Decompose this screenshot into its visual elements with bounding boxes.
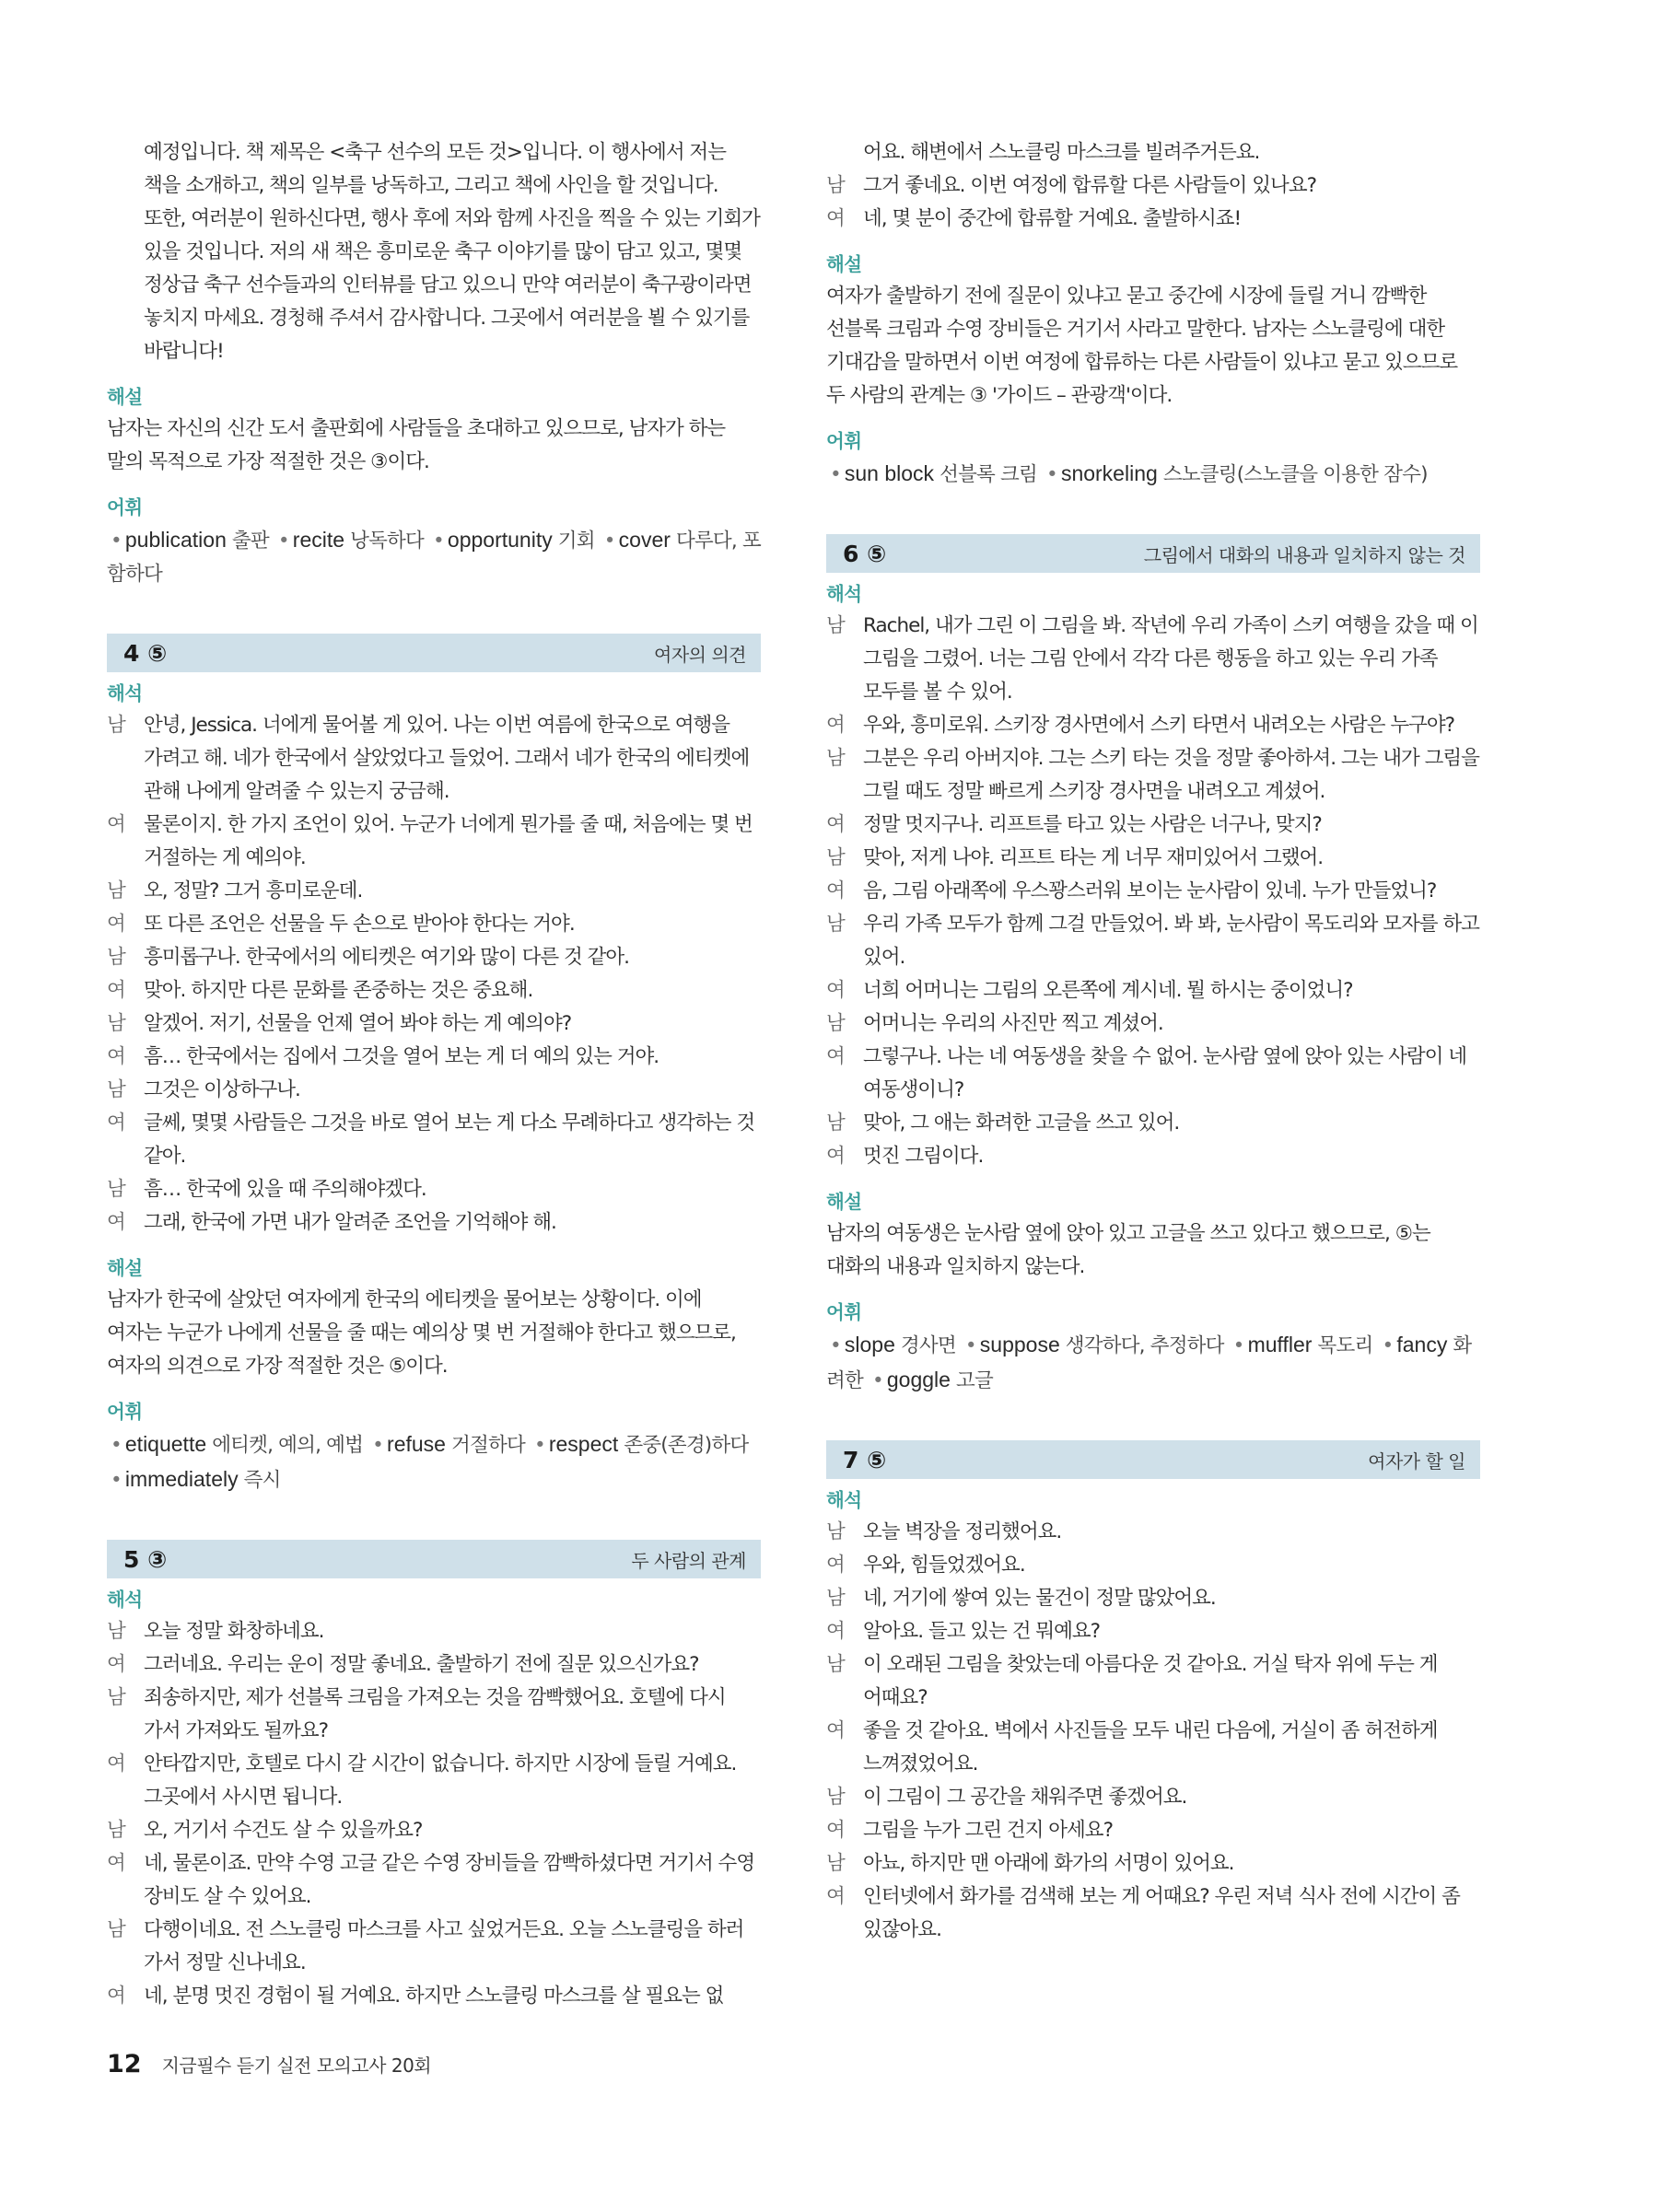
dialogue-text: 오늘 벽장을 정리했어요. (863, 1520, 1062, 1543)
speaker-label: 남 (826, 846, 845, 869)
dialogue-line (107, 941, 761, 974)
dialogue-line (826, 1648, 1480, 1715)
dialogue-text: 오, 정말? 그거 흥미로운데. (144, 879, 363, 902)
bullet-icon: • (433, 530, 444, 553)
dialogue-text: 인터넷에서 화가를 검색해 보는 게 어때요? 우린 저녁 식사 전에 시간이 좀 있잖아요. (863, 1885, 1460, 1941)
dialogue-text: 이 그림이 그 공간을 채워주면 좋겠어요. (863, 1786, 1187, 1809)
bullet-icon: • (111, 530, 122, 553)
speaker-label: 여 (107, 979, 125, 1002)
vocab-term: snorkeling (1060, 461, 1158, 485)
speaker-label: 여 (826, 1885, 845, 1908)
vocab-meaning: 에티켓, 예의, 예법 (212, 1434, 364, 1457)
q4-translation-label: 해석 (107, 682, 143, 704)
dialogue-text: 네, 몇 분이 중간에 합류할 거예요. 출발하시죠! (863, 207, 1242, 230)
dialogue-line (107, 974, 761, 1007)
dialogue-text: 죄송하지만, 제가 선블록 크림을 가져오는 것을 깜빡했어요. 호텔에 다시 가서 가져와도 될까요? (144, 1686, 726, 1742)
dialogue-line (107, 908, 761, 941)
speaker-label: 남 (107, 1178, 125, 1201)
bullet-icon: • (533, 1434, 545, 1457)
q4-number: 4 ⑤ (123, 639, 168, 667)
vocab-meaning: 경사면 (900, 1334, 956, 1357)
q6-header (826, 534, 1480, 573)
speaker-label: 여 (826, 1145, 845, 1168)
dialogue-text: 음, 그림 아래쪽에 우스꽝스러워 보이는 눈사람이 있네. 누가 만들었니? (863, 879, 1437, 902)
dialogue-text: 물론이지. 한 가지 조언이 있어. 누군가 너에게 뭔가를 줄 때, 처음에는 몇 번 거절하는 게 예의야. (144, 813, 753, 869)
dialogue-text: 글쎄, 몇몇 사람들은 그것을 바로 열어 보는 게 다소 무례하다고 생각하는 것 같아. (144, 1112, 755, 1168)
q5-dialogue-continued (826, 136, 1480, 236)
dialogue-text: 우리 가족 모두가 함께 그걸 만들었어. 봐 봐, 눈사람이 목도리와 모자를 하고 있어. (863, 913, 1479, 969)
dialogue-line (826, 203, 1480, 236)
dialogue-line (826, 1516, 1480, 1549)
speaker-label: 남 (826, 1012, 845, 1035)
bullet-icon: • (372, 1434, 384, 1457)
dialogue-text: 멋진 그림이다. (863, 1145, 984, 1168)
vocab-term: respect (548, 1432, 619, 1456)
dialogue-line (826, 610, 1480, 709)
q5-dialogue (107, 1615, 761, 2013)
q4-explain-label: 해설 (107, 1257, 143, 1279)
dialogue-line (826, 1007, 1480, 1041)
q5-explain-label: 해설 (826, 253, 862, 275)
dialogue-line (826, 842, 1480, 875)
page-footer (107, 2050, 431, 2078)
q3-vocab (107, 523, 761, 591)
q7-number: 7 ⑤ (843, 1446, 887, 1473)
bullet-icon: • (830, 1334, 841, 1357)
speaker-label: 남 (107, 1819, 125, 1842)
speaker-label: 남 (107, 879, 125, 902)
vocab-term: slope (844, 1333, 895, 1356)
speaker-label: 남 (826, 174, 845, 197)
dialogue-text: 네, 물론이죠. 만약 수영 고글 같은 수영 장비들을 깜빡하셨다면 거기서 수영 장비도 살 수 있어요. (144, 1852, 755, 1908)
speaker-label: 남 (107, 714, 125, 737)
speaker-label: 여 (826, 1554, 845, 1577)
dialogue-text: 알아요. 들고 있는 건 뭐예요? (863, 1620, 1101, 1643)
speaker-label: 남 (107, 1078, 125, 1101)
speaker-label: 남 (826, 614, 845, 637)
speaker-label: 여 (107, 1112, 125, 1135)
speaker-label: 남 (826, 1587, 845, 1610)
speaker-label: 여 (107, 1985, 125, 2008)
vocab-meaning: 즉시 (243, 1469, 281, 1492)
dialogue-text: 맞아. 하지만 다른 문화를 존중하는 것은 중요해. (144, 979, 533, 1002)
dialogue-text: 흠… 한국에 있을 때 주의해야겠다. (144, 1178, 426, 1201)
q5-vocab-label: 어휘 (826, 430, 862, 452)
q6-translation-label: 해석 (826, 583, 862, 605)
speaker-label: 남 (107, 1012, 125, 1035)
vocab-term: recite (292, 528, 345, 552)
dialogue-line (107, 1615, 761, 1648)
q6-number: 6 ⑤ (843, 540, 887, 567)
dialogue-line (826, 136, 1480, 169)
q7-header (826, 1440, 1480, 1479)
vocab-term: opportunity (447, 528, 553, 552)
speaker-label: 여 (826, 1620, 845, 1643)
dialogue-line (826, 1847, 1480, 1880)
q7-dialogue (826, 1516, 1480, 1947)
dialogue-line (826, 974, 1480, 1007)
speaker-label: 여 (107, 1045, 125, 1068)
bullet-icon: • (872, 1369, 883, 1392)
vocab-term: cover (618, 528, 671, 552)
q6-explain-label: 해설 (826, 1191, 862, 1213)
bullet-icon: • (1232, 1334, 1244, 1357)
vocab-term: fancy (1396, 1333, 1448, 1356)
dialogue-line (107, 1847, 761, 1914)
bullet-icon: • (964, 1334, 976, 1357)
speaker-label: 여 (107, 1653, 125, 1676)
vocab-meaning: 생각하다, 추정하다 (1065, 1334, 1224, 1357)
q4-explain-text: 남자가 한국에 살았던 여자에게 한국의 에티켓을 물어보는 상황이다. 이에 여자는 누군가 나에게 선물을 줄 때는 예의상 몇 번 거절해야 한다고 했으므로, 여자의 의견으로 가장 적절한 것은 ⑤이다. (107, 1288, 736, 1378)
dialogue-line (107, 1173, 761, 1206)
vocab-meaning: 출판 (231, 530, 269, 553)
vocab-meaning: 목도리 (1317, 1334, 1373, 1357)
speaker-label: 남 (826, 1653, 845, 1676)
q6-explain-text: 남자의 여동생은 눈사람 옆에 앉아 있고 고글을 쓰고 있다고 했으므로, ⑤는 대화의 내용과 일치하지 않는다. (826, 1222, 1430, 1278)
dialogue-text: 그렇구나. 나는 네 여동생을 찾을 수 없어. 눈사람 옆에 앉아 있는 사람이 네 여동생이니? (863, 1045, 1466, 1101)
speaker-label: 남 (107, 1918, 125, 1941)
vocab-term: suppose (979, 1333, 1060, 1356)
speaker-label: 여 (826, 1719, 845, 1742)
dialogue-text: 우와, 힘들었겠어요. (863, 1554, 1025, 1577)
q5-header (107, 1540, 761, 1578)
speaker-label: 남 (826, 1520, 845, 1543)
bullet-icon: • (111, 1469, 122, 1492)
dialogue-line (826, 1549, 1480, 1582)
q4-dialogue (107, 709, 761, 1240)
dialogue-text: 다행이네요. 전 스노클링 마스크를 사고 싶었거든요. 오늘 스노클링을 하러 가서 정말 신나네요. (144, 1918, 744, 1974)
dialogue-text: 네, 거기에 쌓여 있는 물건이 정말 많았어요. (863, 1587, 1216, 1610)
speaker-label: 여 (107, 813, 125, 836)
dialogue-text: 그래, 한국에 가면 내가 알려준 조언을 기억해야 해. (144, 1211, 556, 1234)
dialogue-line (826, 1615, 1480, 1648)
speaker-label: 여 (826, 1819, 845, 1842)
dialogue-text: Rachel, 내가 그린 이 그림을 봐. 작년에 우리 가족이 스키 여행을 갔을 때 이 그림을 그렸어. 너는 그림 안에서 각각 다른 행동을 하고 있는 우리 가족 모두를 볼 수 있어. (863, 614, 1478, 704)
dialogue-text: 너희 어머니는 그림의 오른쪽에 계시네. 뭘 하시는 중이었니? (863, 979, 1353, 1002)
q5-vocab (826, 457, 1480, 492)
dialogue-line (107, 1648, 761, 1682)
dialogue-line (826, 1041, 1480, 1107)
dialogue-text: 흥미롭구나. 한국에서의 에티켓은 여기와 많이 다른 것 같아. (144, 946, 629, 969)
dialogue-line (107, 1814, 761, 1847)
q3-script-continuation: 예정입니다. 책 제목은 <축구 선수의 모든 것>입니다. 이 행사에서 저는 책을 소개하고, 책의 일부를 낭독하고, 그리고 책에 사인을 할 것입니다. 또한, 여러분이 원하신다면, 행사 후에 저와 함께 사진을 찍을 수 있는 기회가 있을 것입니다. 저의 새 책은 흥미로운 축구 이야기를 많이 담고 있고, 몇몇 정상급 축구 선수들과의 인터뷰를 담고 있으니 만약 여러분이 축구광이라면 놓치지 마세요. 경청해 주셔서 감사합니다. 그곳에서 여러분을 뵐 수 있기를 바랍니다! (144, 141, 760, 363)
vocab-term: goggle (886, 1368, 951, 1391)
q4-header (107, 634, 761, 672)
vocab-meaning: 거절하다 (451, 1434, 525, 1457)
dialogue-line (107, 1748, 761, 1814)
q6-vocab (826, 1328, 1480, 1398)
bullet-icon: • (1046, 463, 1057, 486)
speaker-label: 남 (826, 1852, 845, 1875)
q3-explain-label: 해설 (107, 386, 143, 408)
dialogue-line (826, 709, 1480, 742)
bullet-icon: • (277, 530, 289, 553)
vocab-term: muffler (1247, 1333, 1313, 1356)
dialogue-line (826, 1140, 1480, 1173)
q3-explain-text: 남자는 자신의 신간 도서 출판회에 사람들을 초대하고 있으므로, 남자가 하는 말의 목적으로 가장 적절한 것은 ③이다. (107, 417, 726, 473)
q7-type: 여자가 할 일 (1368, 1449, 1465, 1473)
dialogue-text: 흠… 한국에서는 집에서 그것을 열어 보는 게 더 예의 있는 거야. (144, 1045, 659, 1068)
dialogue-line (826, 1880, 1480, 1947)
vocab-meaning: 선블록 크림 (940, 463, 1037, 486)
q5-number: 5 ③ (123, 1545, 168, 1573)
bullet-icon: • (1382, 1334, 1394, 1357)
dialogue-text: 그것은 이상하구나. (144, 1078, 300, 1101)
speaker-label: 여 (826, 1045, 845, 1068)
dialogue-text: 좋을 것 같아요. 벽에서 사진들을 모두 내린 다음에, 거실이 좀 허전하게 느껴졌었어요. (863, 1719, 1438, 1775)
vocab-meaning: 고글 (956, 1369, 993, 1392)
speaker-label: 여 (826, 207, 845, 230)
dialogue-text: 아뇨, 하지만 맨 아래에 화가의 서명이 있어요. (863, 1852, 1234, 1875)
q4-vocab (107, 1427, 761, 1497)
speaker-label: 여 (826, 979, 845, 1002)
dialogue-text: 또 다른 조언은 선물을 두 손으로 받아야 한다는 거야. (144, 913, 575, 936)
dialogue-text: 알겠어. 저기, 선물을 언제 열어 봐야 하는 게 예의야? (144, 1012, 572, 1035)
vocab-term: immediately (124, 1467, 239, 1491)
vocab-term: sun block (844, 461, 935, 485)
speaker-label: 남 (826, 1786, 845, 1809)
dialogue-line (107, 1007, 761, 1041)
dialogue-text: 안녕, Jessica. 너에게 물어볼 게 있어. 나는 이번 여름에 한국으로 여행을 가려고 해. 네가 한국에서 살았었다고 들었어. 그래서 네가 한국의 에티켓에 관해 나에게 알려줄 수 있는지 궁금해. (144, 714, 750, 803)
dialogue-line (107, 1682, 761, 1748)
speaker-label: 남 (826, 747, 845, 770)
dialogue-line (107, 1206, 761, 1240)
book-title: 지금필수 듣기 실전 모의고사 20회 (161, 2055, 432, 2077)
dialogue-line (826, 875, 1480, 908)
dialogue-line (826, 1781, 1480, 1814)
dialogue-text: 그거 좋네요. 이번 여정에 합류할 다른 사람들이 있나요? (863, 174, 1317, 197)
q5-translation-label: 해석 (107, 1589, 143, 1611)
dialogue-text: 이 오래된 그림을 찾았는데 아름다운 것 같아요. 거실 탁자 위에 두는 게 어때요? (863, 1653, 1438, 1709)
speaker-label: 여 (107, 1852, 125, 1875)
dialogue-line (107, 1041, 761, 1074)
dialogue-text: 그분은 우리 아버지야. 그는 스키 타는 것을 정말 좋아하셔. 그는 내가 그림을 그릴 때도 정말 빠르게 스키장 경사면을 내려오고 계셨어. (863, 747, 1479, 803)
speaker-label: 여 (107, 1211, 125, 1234)
dialogue-line (107, 1074, 761, 1107)
left-column (107, 136, 761, 2013)
dialogue-line (107, 875, 761, 908)
dialogue-text: 네, 분명 멋진 경험이 될 거예요. 하지만 스노클링 마스크를 살 필요는 없 (144, 1985, 724, 2008)
dialogue-text: 맞아, 그 애는 화려한 고글을 쓰고 있어. (863, 1112, 1180, 1135)
q6-vocab-label: 어휘 (826, 1301, 862, 1323)
dialogue-line (107, 1914, 761, 1980)
q4-type: 여자의 의견 (654, 643, 746, 666)
dialogue-line (826, 1715, 1480, 1781)
speaker-label: 여 (107, 913, 125, 936)
speaker-label: 여 (107, 1752, 125, 1775)
dialogue-line (826, 1814, 1480, 1847)
dialogue-text: 정말 멋지구나. 리프트를 타고 있는 사람은 너구나, 맞지? (863, 813, 1322, 836)
speaker-label: 여 (826, 879, 845, 902)
dialogue-line (826, 1582, 1480, 1615)
vocab-meaning: 스노클링(스노클을 이용한 잠수) (1162, 463, 1428, 486)
dialogue-line (107, 1107, 761, 1173)
q3-vocab-label: 어휘 (107, 496, 143, 518)
dialogue-text: 그림을 누가 그린 건지 아세요? (863, 1819, 1113, 1842)
vocab-term: publication (124, 528, 227, 552)
dialogue-text: 어요. 해변에서 스노클링 마스크를 빌려주거든요. (863, 141, 1260, 164)
dialogue-text: 어머니는 우리의 사진만 찍고 계셨어. (863, 1012, 1163, 1035)
vocab-meaning: 다루다, 포함하다 (107, 530, 761, 586)
dialogue-line (826, 169, 1480, 203)
speaker-label: 여 (826, 813, 845, 836)
speaker-label (826, 136, 863, 169)
bullet-icon: • (111, 1434, 122, 1457)
q4-vocab-label: 어휘 (107, 1401, 143, 1423)
page-number: 12 (107, 2050, 142, 2078)
speaker-label: 남 (826, 1112, 845, 1135)
dialogue-line (107, 709, 761, 809)
q7-translation-label: 해석 (826, 1489, 862, 1511)
vocab-term: refuse (387, 1432, 446, 1456)
vocab-term: etiquette (124, 1432, 207, 1456)
dialogue-text: 우와, 흥미로워. 스키장 경사면에서 스키 타면서 내려오는 사람은 누구야? (863, 714, 1455, 737)
speaker-label: 여 (826, 714, 845, 737)
dialogue-text: 오늘 정말 화창하네요. (144, 1620, 324, 1643)
bullet-icon: • (603, 530, 615, 553)
dialogue-line (826, 742, 1480, 809)
dialogue-line (826, 908, 1480, 974)
q5-type: 두 사람의 관계 (631, 1549, 746, 1572)
q6-dialogue (826, 610, 1480, 1173)
vocab-meaning: 존중(존경)하다 (624, 1434, 749, 1457)
speaker-label: 남 (107, 946, 125, 969)
dialogue-line (826, 809, 1480, 842)
dialogue-line (107, 809, 761, 875)
speaker-label: 남 (826, 913, 845, 936)
speaker-label: 남 (107, 1620, 125, 1643)
vocab-meaning: 기회 (557, 530, 595, 553)
dialogue-text: 오, 거기서 수건도 살 수 있을까요? (144, 1819, 423, 1842)
q6-type: 그림에서 대화의 내용과 일치하지 않는 것 (1143, 543, 1465, 566)
dialogue-line (107, 1980, 761, 2013)
bullet-icon: • (830, 463, 841, 486)
dialogue-text: 그러네요. 우리는 운이 정말 좋네요. 출발하기 전에 질문 있으신가요? (144, 1653, 699, 1676)
dialogue-line (826, 1107, 1480, 1140)
dialogue-text: 맞아, 저게 나야. 리프트 타는 게 너무 재미있어서 그랬어. (863, 846, 1324, 869)
vocab-meaning: 낭독하다 (350, 530, 424, 553)
dialogue-text: 안타깝지만, 호텔로 다시 갈 시간이 없습니다. 하지만 시장에 들릴 거예요. 그곳에서 사시면 됩니다. (144, 1752, 737, 1809)
vocab-meaning: 화려한 (826, 1334, 1472, 1392)
speaker-label: 남 (107, 1686, 125, 1709)
right-column (826, 136, 1480, 1947)
q5-explain-text: 여자가 출발하기 전에 질문이 있냐고 묻고 중간에 시장에 들릴 거니 깜빡한 선블록 크림과 수영 장비들은 거기서 사라고 말한다. 남자는 스노클링에 대한 기대감을 말하면서 이번 여정에 합류하는 다른 사람들이 있냐고 묻고 있으므로 두 사람의 관계는 ③ '가이드 – 관광객'이다. (826, 285, 1458, 407)
